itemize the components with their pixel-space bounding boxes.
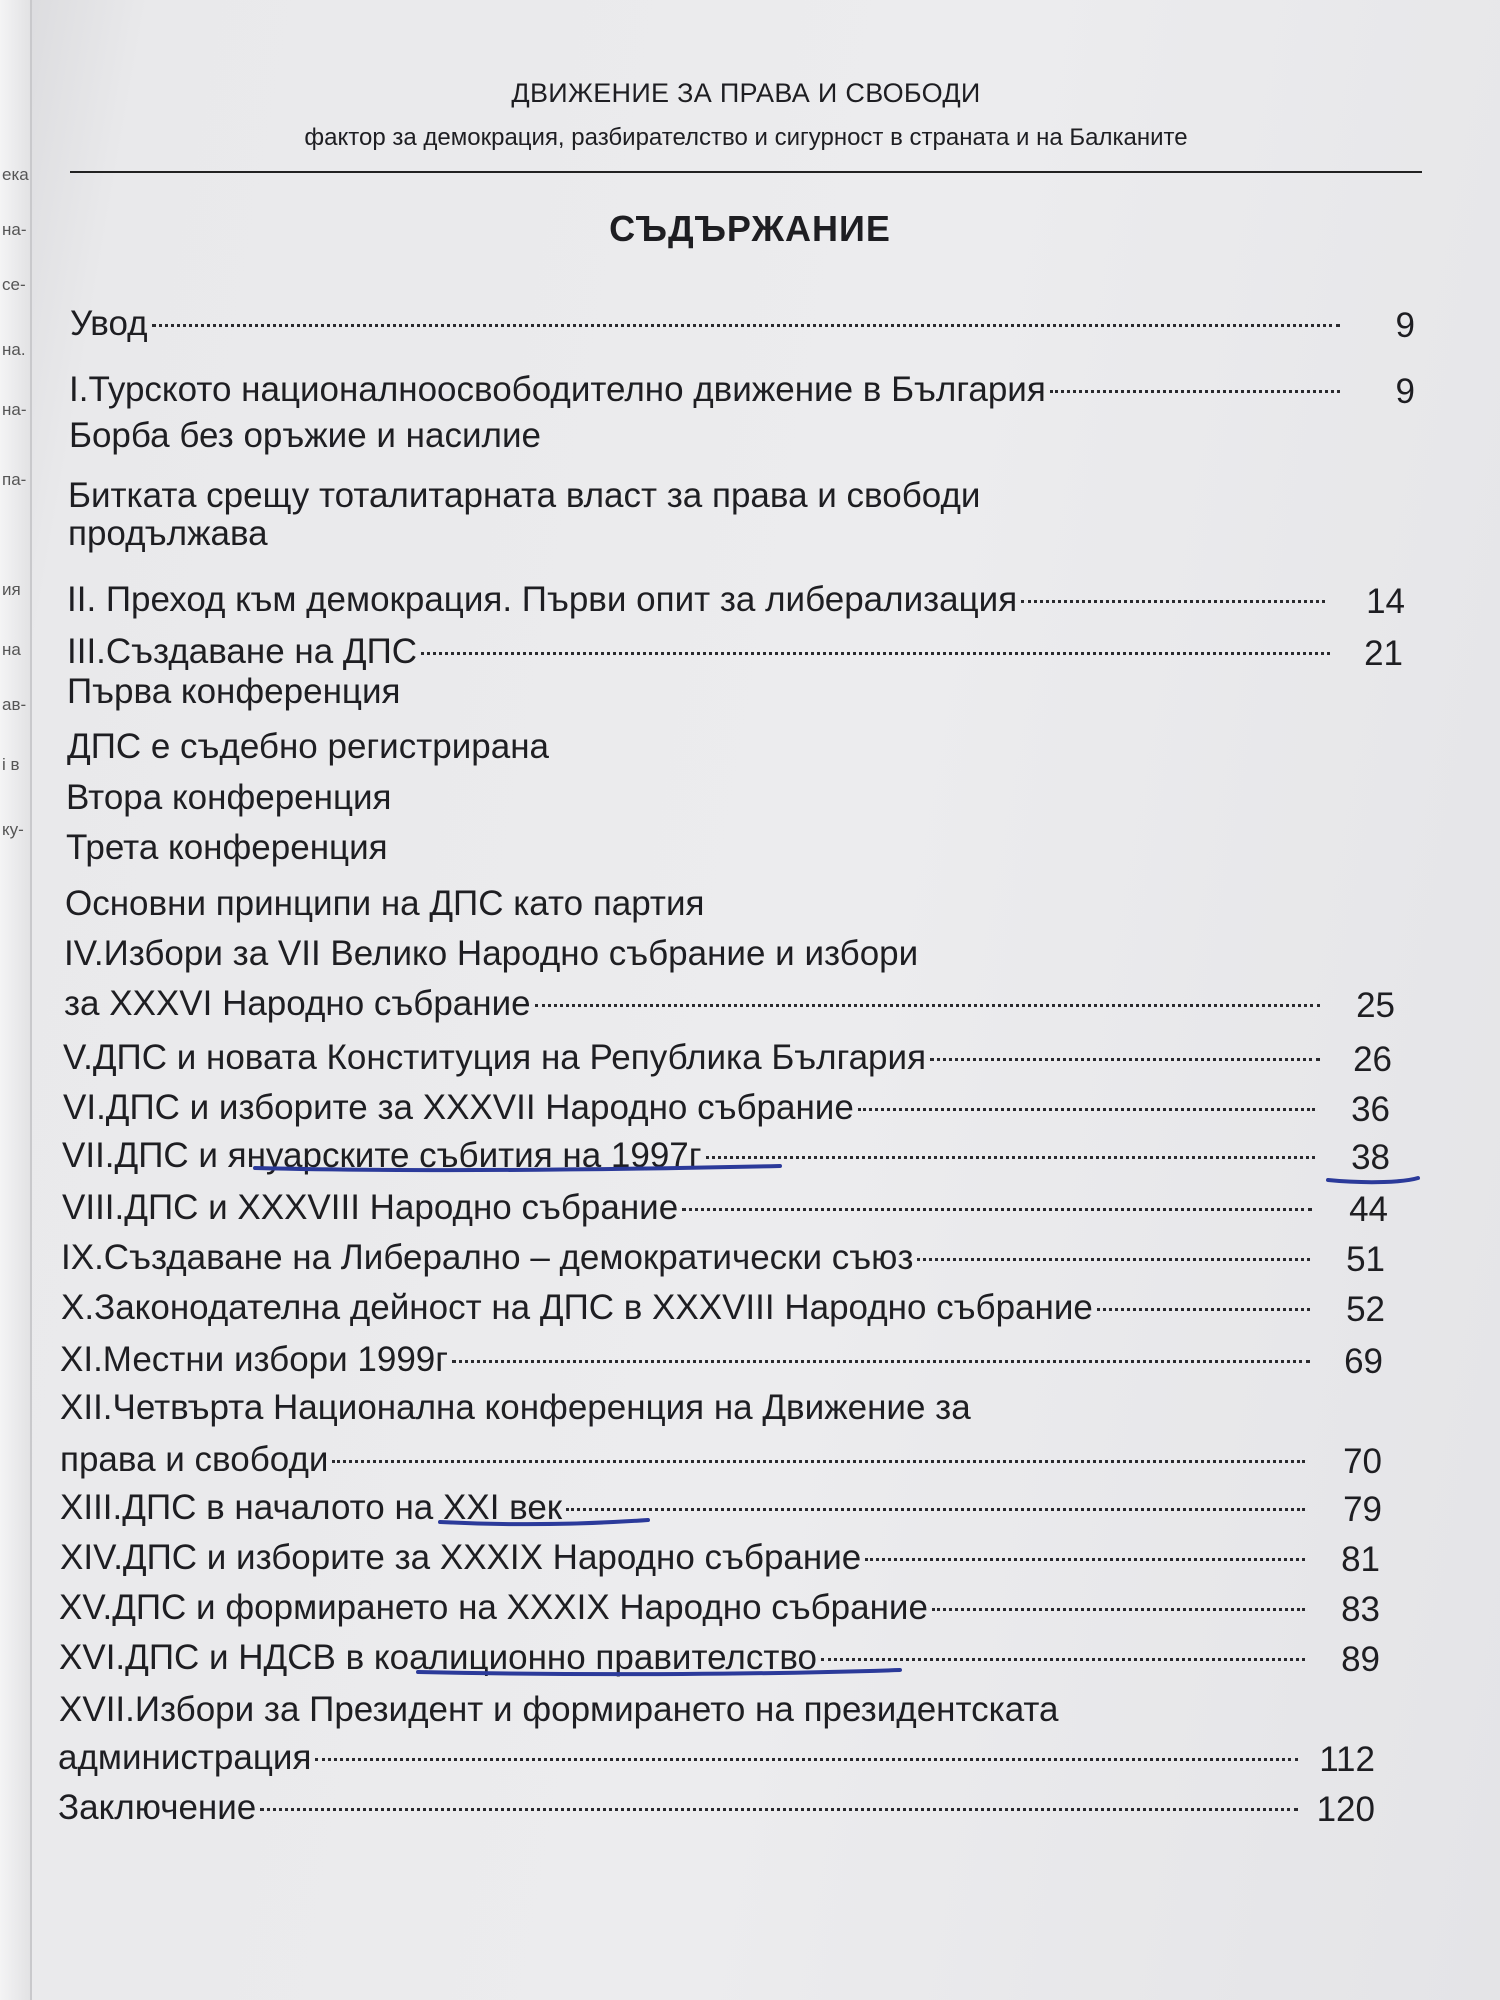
toc-entry-title: XI.Местни избори 1999г bbox=[60, 1340, 449, 1379]
toc-entry-title: IV.Избори за VII Велико Народно събрание и избори bbox=[64, 934, 919, 973]
toc-page-number: 38 bbox=[1351, 1138, 1390, 1177]
toc-page-number: 89 bbox=[1341, 1640, 1380, 1679]
pen-underline-page-38 bbox=[1328, 1178, 1418, 1182]
toc-page-number: 25 bbox=[1356, 986, 1395, 1025]
toc-page-number: 120 bbox=[1316, 1790, 1375, 1829]
toc-entry-title: III.Създаване на ДПС bbox=[67, 632, 418, 671]
toc-entry-title: за XXXVI Народно събрание bbox=[64, 984, 531, 1023]
toc-entry-title: администрация bbox=[58, 1738, 312, 1777]
toc-entry-title: Увод bbox=[70, 304, 148, 343]
toc-page-number: 21 bbox=[1364, 634, 1403, 673]
toc-entry-title: XVI.ДПС и НДСВ в коалиционно правителство bbox=[59, 1638, 818, 1677]
toc-page-number: 70 bbox=[1343, 1442, 1382, 1481]
toc-entry-title: Трета конференция bbox=[66, 828, 388, 867]
toc-entry-title: Заключение bbox=[58, 1788, 257, 1827]
toc-entry-title: XV.ДПС и формирането на XXXIX Народно събрание bbox=[59, 1588, 928, 1627]
toc-entry-title: V.ДПС и новата Конституция на Република България bbox=[63, 1038, 927, 1077]
contents-title: СЪДЪРЖАНИЕ bbox=[609, 208, 891, 249]
edge-fragment: і в bbox=[2, 755, 20, 774]
toc-page-number: 26 bbox=[1353, 1040, 1392, 1079]
edge-fragment: па- bbox=[2, 470, 27, 489]
toc-entry-title: II. Преход към демокрация. Първи опит за либерализация bbox=[67, 580, 1018, 619]
toc-entry-title: Втора конференция bbox=[66, 778, 392, 817]
toc-entry-title: Първа конференция bbox=[67, 672, 401, 711]
edge-fragment: ав- bbox=[2, 695, 27, 714]
toc-entry-title: XIII.ДПС в началото на XXI век bbox=[60, 1488, 563, 1527]
edge-fragment: ия bbox=[2, 580, 21, 599]
toc-page-number: 9 bbox=[1395, 306, 1415, 345]
edge-fragment: ека bbox=[2, 165, 29, 184]
toc-entry-title: IX.Създаване на Либерално – демократически съюз bbox=[61, 1238, 914, 1277]
toc-page-number: 81 bbox=[1341, 1540, 1380, 1579]
edge-fragment: на- bbox=[2, 220, 27, 239]
toc-entry-title: Основни принципи на ДПС като партия bbox=[65, 884, 705, 923]
toc-entry-title: VIII.ДПС и XXXVIII Народно събрание bbox=[62, 1188, 679, 1227]
toc-entry-title: Борба без оръжие и насилие bbox=[69, 416, 541, 455]
toc-page-number: 52 bbox=[1346, 1290, 1385, 1329]
toc-page-number: 112 bbox=[1319, 1740, 1375, 1779]
edge-fragment: на. bbox=[2, 340, 26, 359]
pen-underline-januari bbox=[255, 1166, 780, 1170]
toc-entry-title: XVII.Избори за Президент и формирането на президентската bbox=[59, 1690, 1059, 1729]
edge-fragment: на bbox=[2, 640, 21, 659]
toc-entry-title: VI.ДПС и изборите за XXXVII Народно събрание bbox=[63, 1088, 854, 1127]
toc-entry-title: продължава bbox=[68, 514, 268, 553]
header-subtitle: фактор за демокрация, разбирателство и сигурност в страната и на Балканите bbox=[304, 124, 1188, 151]
toc-entry-title: XII.Четвърта Национална конференция на Движение за bbox=[60, 1388, 971, 1427]
edge-fragment: ку- bbox=[2, 820, 24, 839]
toc-page-number: 51 bbox=[1346, 1240, 1385, 1279]
toc-entry-title: X.Законодателна дейност на ДПС в XXXVIII Народно събрание bbox=[61, 1288, 1093, 1327]
toc-page-number: 83 bbox=[1341, 1590, 1380, 1629]
toc-entry-title: XIV.ДПС и изборите за XXXIX Народно събрание bbox=[60, 1538, 862, 1577]
pen-underline-xxi-vek bbox=[440, 1520, 648, 1524]
toc-entry-title: права и свободи bbox=[60, 1440, 329, 1479]
toc-entry-title: VII.ДПС и януарските събития на 1997г bbox=[62, 1136, 702, 1175]
pen-underline-koalicionno bbox=[418, 1670, 900, 1674]
toc-entry-title: I.Турското националноосвободително движение в България bbox=[69, 370, 1046, 409]
toc-page-number: 44 bbox=[1349, 1190, 1388, 1229]
toc-page-number: 69 bbox=[1344, 1342, 1383, 1381]
toc-page-number: 79 bbox=[1343, 1490, 1382, 1529]
edge-fragment: се- bbox=[2, 275, 26, 294]
header-title: ДВИЖЕНИЕ ЗА ПРАВА И СВОБОДИ bbox=[511, 78, 981, 108]
edge-fragment: на- bbox=[2, 400, 27, 419]
toc-page-number: 14 bbox=[1366, 582, 1405, 621]
toc-page-number: 9 bbox=[1395, 372, 1415, 411]
toc-page-number: 36 bbox=[1351, 1090, 1390, 1129]
toc-entry-title: Битката срещу тоталитарната власт за права и свободи bbox=[68, 476, 981, 515]
toc-entry-title: ДПС е съдебно регистрирана bbox=[67, 727, 550, 766]
